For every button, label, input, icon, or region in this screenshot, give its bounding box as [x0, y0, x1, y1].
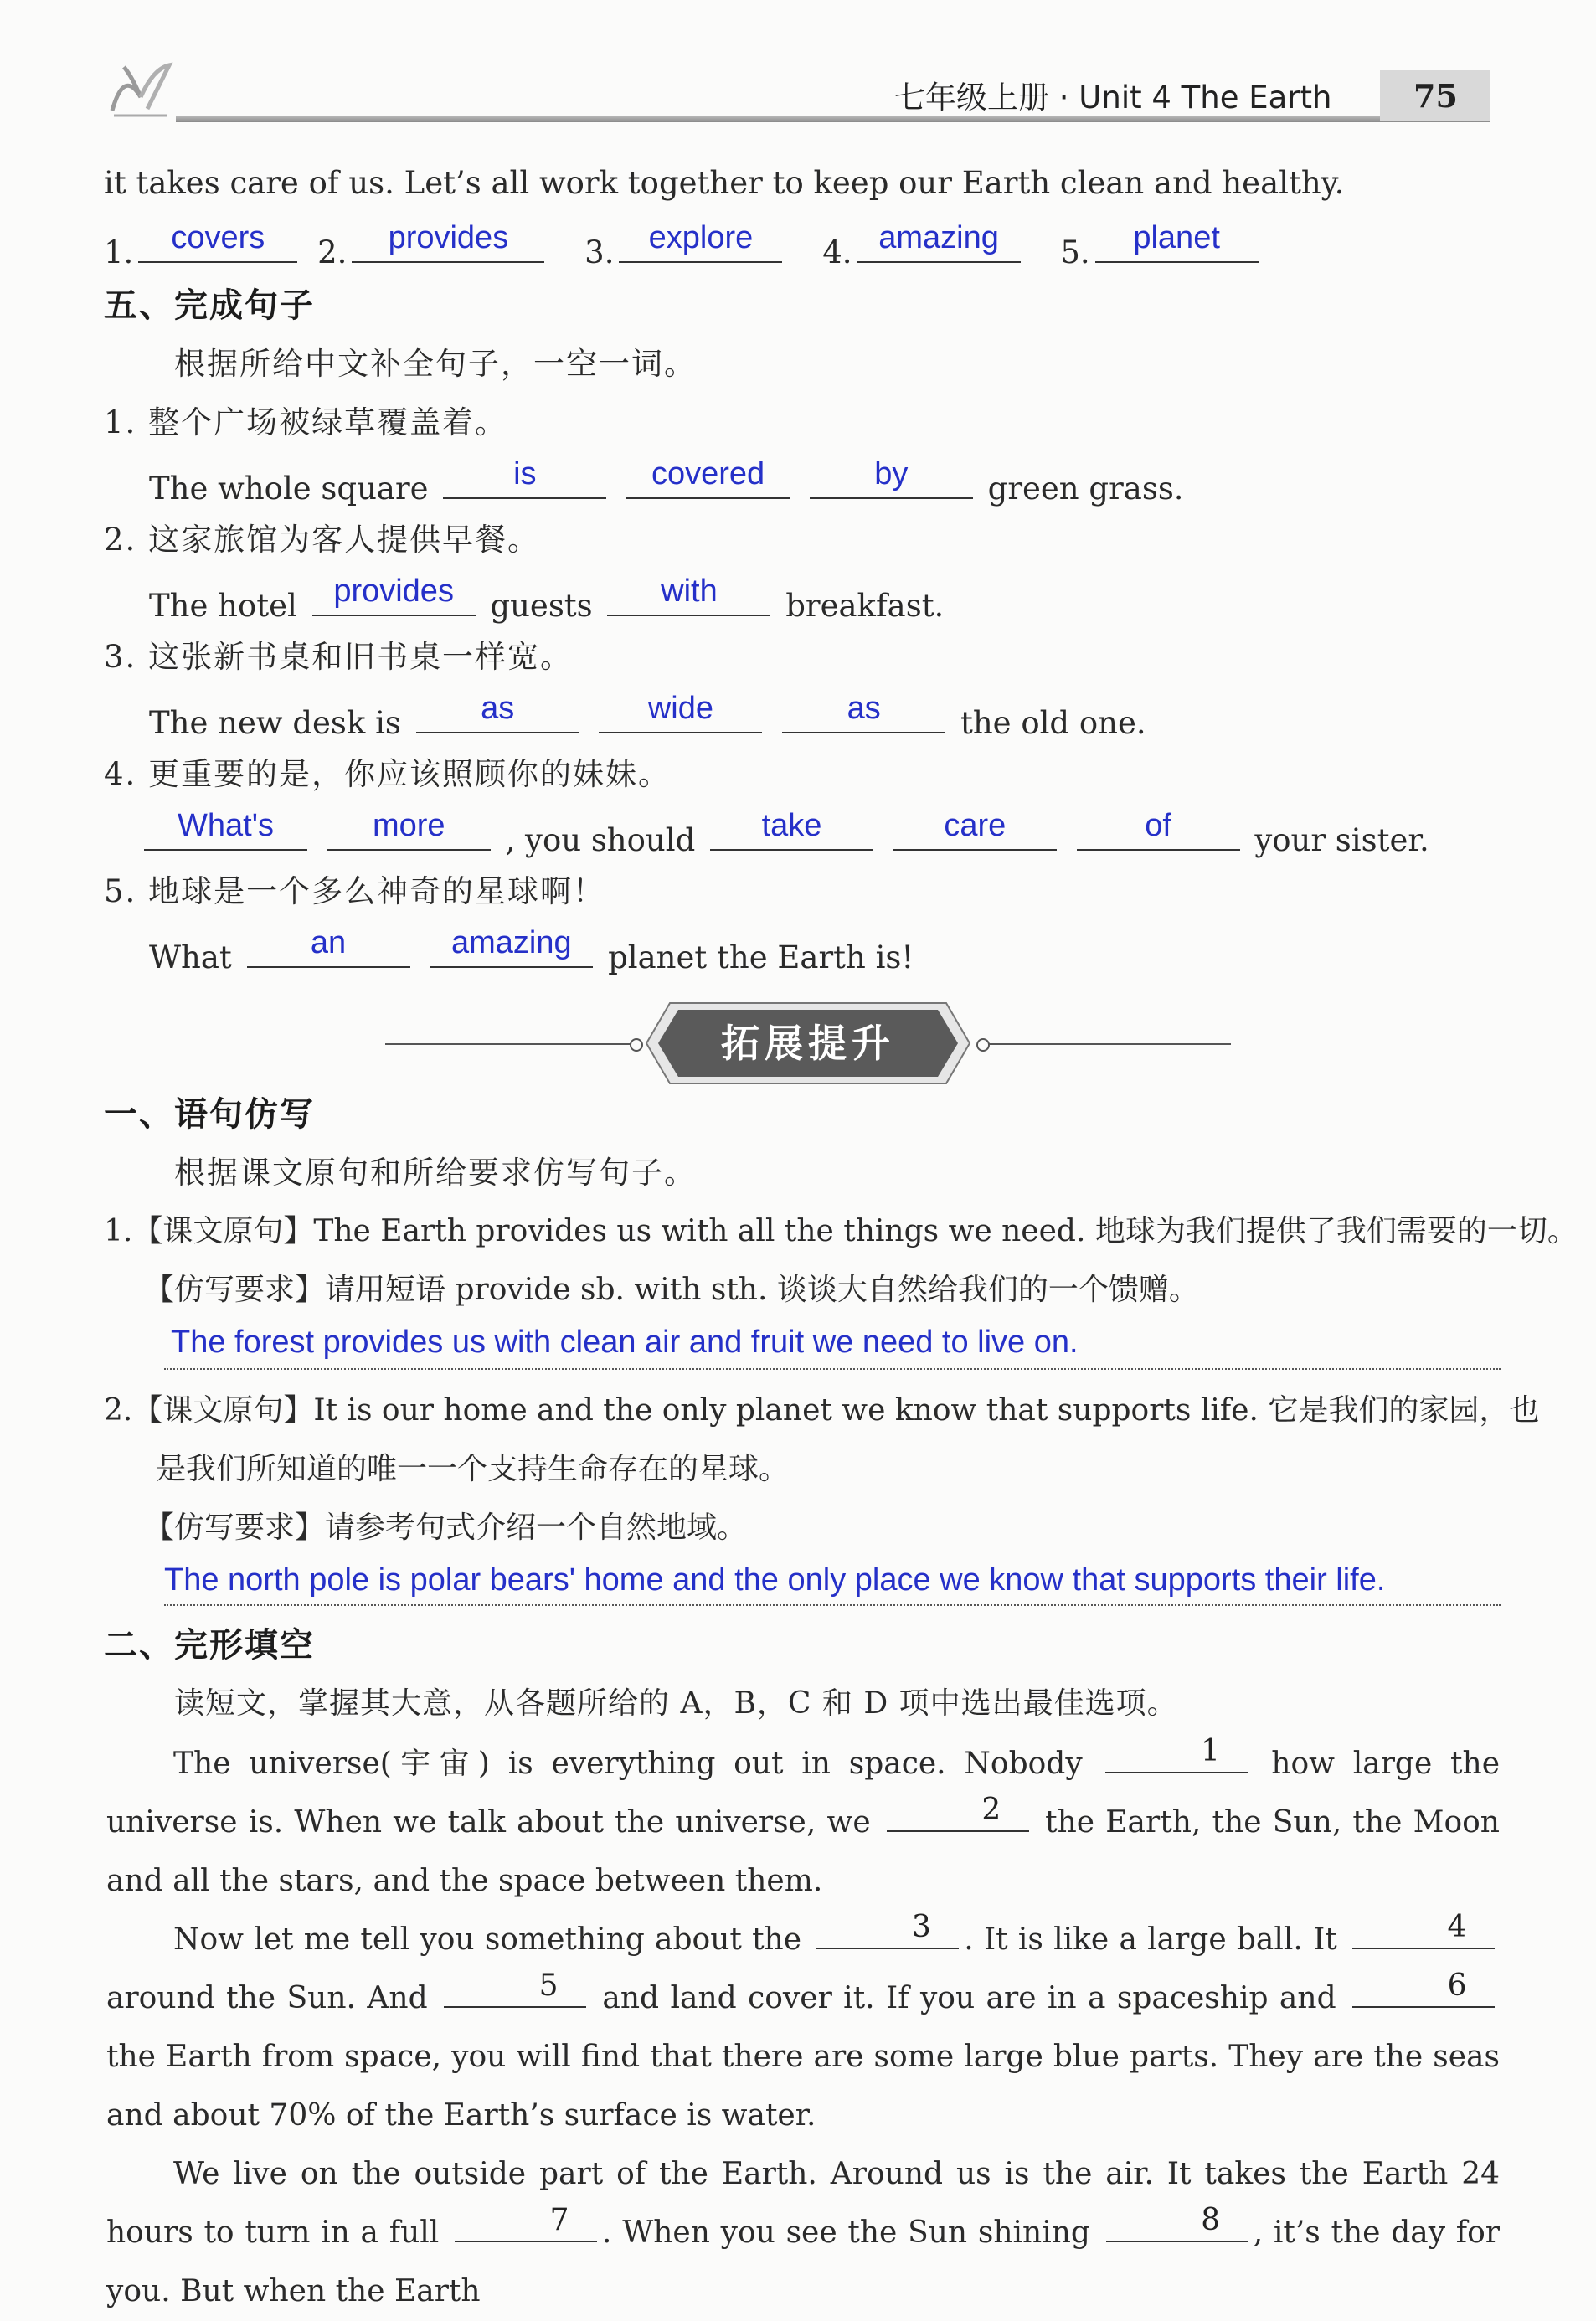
diamond-ornament-icon [630, 1038, 643, 1052]
blank: provides [352, 224, 544, 263]
page-number: 75 [1380, 70, 1490, 121]
cloze-blank-number: 5 [538, 1968, 559, 2003]
blank: amazing [857, 224, 1021, 263]
blank: is [443, 461, 606, 499]
cloze-blank-number: 6 [1447, 1968, 1467, 2003]
cloze-blank [1106, 2203, 1248, 2242]
blank: as [782, 695, 945, 733]
answer-item: 5. planet [1060, 234, 1263, 270]
cloze-blank [1352, 1968, 1495, 2008]
cloze-blank-number: 2 [981, 1793, 1001, 1827]
cloze-text: around the Sun. And [106, 1981, 440, 2015]
blank: covered [626, 461, 790, 499]
cloze-text: . When you see the Sun shining [602, 2216, 1101, 2250]
cloze-blank [887, 1793, 1029, 1832]
cloze-text: and land cover it. If you are in a spaceship and [591, 1981, 1348, 2015]
blank: by [810, 461, 973, 499]
blank: covers [138, 224, 297, 263]
q1-chinese: 1. 整个广场被绿草覆盖着。 [104, 404, 508, 440]
q4-english: What's more , you should take care of your sister. [144, 812, 1429, 862]
blank: as [416, 695, 579, 733]
q3-chinese: 3. 这张新书桌和旧书桌一样宽。 [104, 639, 574, 675]
cloze-blank-number: 1 [1201, 1734, 1220, 1768]
cloze-blank [816, 1910, 959, 1949]
cloze-text: how large the universe is. When we talk about the universe, we [106, 1747, 1501, 1840]
answer-item: 2. provides [317, 234, 549, 270]
passage-end: it takes care of us. Let’s all work together to keep our Earth clean and healthy. [104, 165, 1345, 201]
q5-english: What an amazing planet the Earth is! [149, 925, 914, 975]
blank: with [607, 578, 770, 616]
cloze-paragraph-1 [106, 1735, 1500, 1911]
answer-item: 4. amazing [822, 234, 1025, 270]
cloze-blank-number: 7 [549, 2203, 569, 2237]
blank: amazing [430, 929, 593, 968]
blank: care [893, 812, 1057, 851]
section-banner [385, 1001, 1231, 1085]
ext1-q1-original: 1.【课文原句】The Earth provides us with all the things we need. 地球为我们提供了我们需要的一切。 [104, 1214, 1578, 1248]
banner-text: 拓展提升 [721, 1021, 895, 1066]
cloze-text: The universe(宇宙) is everything out in space. Nobody [173, 1747, 1101, 1781]
ext1-q1-answer: The forest provides us with clean air and fruit we need to live on. [171, 1325, 1079, 1360]
ext1-q2-original: 2.【课文原句】It is our home and the only planet we know that supports life. 它是我们的家园，也 [104, 1393, 1540, 1428]
section5-title: 五、完成句子 [104, 286, 315, 325]
cloze-blank-number: 3 [911, 1910, 931, 1944]
ext1-q1-requirement: 【仿写要求】请用短语 provide sb. with sth. 谈谈大自然给我们的一个馈赠。 [144, 1273, 1199, 1307]
ext2-instruction: 读短文，掌握其大意，从各题所给的 A，B，C 和 D 项中选出最佳选项。 [174, 1686, 1178, 1721]
cloze-blank-number: 4 [1447, 1910, 1467, 1944]
cloze-text: . It is like a large ball. It [964, 1922, 1347, 1957]
banner-rule-left [385, 1043, 632, 1045]
q5-chinese: 5. 地球是一个多么神奇的星球啊！ [104, 873, 606, 909]
blank: wide [599, 695, 762, 733]
ext1-q2-original-cont: 是我们所知道的唯一一个支持生命存在的星球。 [156, 1452, 790, 1486]
blank: What's [144, 812, 307, 851]
cloze-blank-number: 8 [1201, 2203, 1221, 2237]
cloze-text: Now let me tell you something about the [173, 1922, 812, 1957]
q3-english: The new desk is as wide as the old one. [149, 691, 1146, 741]
q2-english: The hotel provides guests with breakfast. [149, 574, 945, 624]
blank: planet [1095, 224, 1259, 263]
banner-rule-right [984, 1043, 1231, 1045]
answers-row [104, 220, 1264, 274]
q2-chinese: 2. 这家旅馆为客人提供早餐。 [104, 522, 541, 558]
header [0, 0, 1596, 142]
header-title: 七年级上册 · Unit 4 The Earth [894, 80, 1332, 116]
section5-instruction: 根据所给中文补全句子，一空一词。 [174, 346, 697, 382]
ext1-title: 一、语句仿写 [104, 1094, 315, 1134]
answer-line [164, 1604, 1501, 1606]
cloze-text: the Earth from space, you will find that there are some large blue parts. They are the seas and about 70% of the Earth’s surface is water. [106, 2040, 1500, 2133]
ext2-title: 二、完形填空 [104, 1625, 315, 1665]
ext1-q2-requirement: 【仿写要求】请参考句式介绍一个自然地域。 [144, 1510, 748, 1545]
answer-item: 1. covers [104, 234, 302, 270]
ext1-instruction: 根据课文原句和所给要求仿写句子。 [174, 1155, 697, 1191]
q4-chinese: 4. 更重要的是，你应该照顾你的妹妹。 [104, 756, 672, 792]
blank: explore [619, 224, 782, 263]
cloze-blank [1105, 1734, 1248, 1773]
cloze-paragraph-2 [106, 1911, 1500, 2145]
cloze-blank [455, 2203, 597, 2242]
diamond-ornament-icon [976, 1038, 990, 1052]
blank: an [247, 929, 410, 968]
blank: provides [312, 578, 476, 616]
book-logo-icon [107, 60, 174, 123]
answer-line [164, 1368, 1501, 1370]
q1-english: The whole square is covered by green grass. [149, 456, 1184, 507]
ext1-q2-answer: The north pole is polar bears' home and the only place we know that supports their life. [164, 1562, 1386, 1598]
cloze-blank [444, 1968, 586, 2008]
cloze-paragraph-3 [106, 2145, 1500, 2321]
blank: more [327, 812, 491, 851]
cloze-text: the Earth, the Sun, the Moon and all the stars, and the space between them. [106, 1805, 1500, 1898]
cloze-blank [1352, 1910, 1495, 1949]
cloze-text: We live on the outside part of the Earth. Around us is the air. It takes the Earth 24 hours to turn in a full [106, 2157, 1500, 2250]
blank: of [1077, 812, 1240, 851]
cloze-text: , it’s the day for you. But when the Earth [106, 2216, 1501, 2308]
answer-item: 3. explore [584, 234, 787, 270]
blank: take [710, 812, 873, 851]
